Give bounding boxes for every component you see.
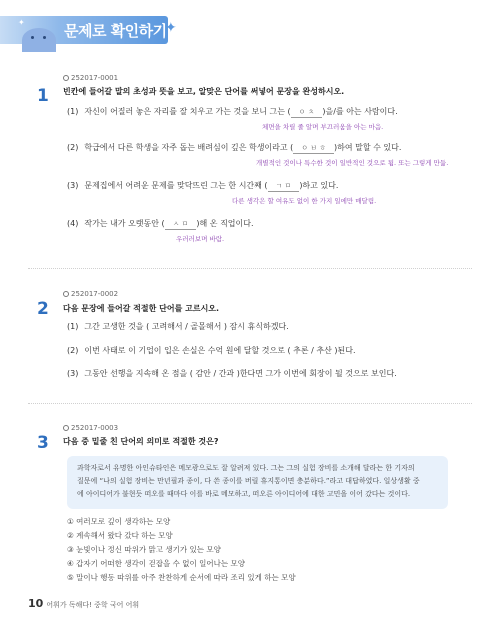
question-1-code: 252017-0001 <box>63 74 118 82</box>
q2-item-1: (1) 그간 고생한 것을 ( 고려해서 / 골몰해서 ) 잠시 휴식하겠다. <box>67 322 289 331</box>
code-icon <box>63 75 69 81</box>
mascot-icon <box>22 28 56 52</box>
question-3-code: 252017-0003 <box>63 424 118 432</box>
q1-item-4: (4) 작가는 내가 오랫동안 ( ㅅ ㅁ )해 온 직업이다. <box>67 219 254 228</box>
passage-line: 질문에 “나의 실험 장비는 만년필과 종이, 다 쓴 종이를 버릴 휴지통이면 충분하다.”라고 대답하였다. 일상생활 중 <box>77 477 420 485</box>
section-header <box>0 4 175 50</box>
q1-item-1: (1) 자신이 어질러 놓은 자리를 잘 치우고 가는 것을 보니 그는 ( ㅇ ㅊ )을/를 아는 사람이다. <box>67 107 398 116</box>
q2-item-3: (3) 그동안 선행을 지속해 온 점을 ( 감안 / 간과 )한다면 그가 이번에 회장이 될 것으로 보인다. <box>67 369 397 378</box>
q1-hint-1: 체면을 차릴 줄 알며 부끄러움을 아는 마음. <box>262 123 384 131</box>
section-title: 문제로 확인하기 <box>64 22 167 40</box>
question-2-code: 252017-0002 <box>63 290 118 298</box>
q1-item-2: (2) 학급에서 다른 학생을 자주 돕는 배려심이 깊은 학생이라고 ( ㅇ ㅂ ㅎ )하여 말할 수 있다. <box>67 143 402 152</box>
q1-item-3: (3) 문제집에서 어려운 문제를 맞닥뜨린 그는 한 시간째 ( ㄱ ㅁ )하고 있다. <box>67 181 339 190</box>
question-1-number: 1 <box>37 86 49 106</box>
divider <box>28 268 472 269</box>
page-footer <box>28 597 139 610</box>
passage-line: 과학자로서 유명한 아인슈타인은 메모광으로도 잘 알려져 있다. 그는 그의 실험 장비를 소개해 달라는 한 기자의 <box>77 464 415 472</box>
choice-1[interactable]: ① 여러모로 깊이 생각하는 모양 <box>67 517 171 526</box>
divider <box>28 403 472 404</box>
choice-3[interactable]: ③ 눈빛이나 정신 따위가 맑고 생기가 있는 모양 <box>67 545 221 554</box>
answer-blank[interactable]: ㅅ ㅁ <box>165 219 197 230</box>
q1-hint-2: 개별적인 것이나 특수한 것이 일반적인 것으로 됨. 또는 그렇게 만듦. <box>256 159 449 167</box>
star-icon: ✦ <box>165 20 177 36</box>
choice-2[interactable]: ② 계속해서 왔다 갔다 하는 모양 <box>67 531 173 540</box>
question-1-title: 빈칸에 들어갈 말의 초성과 뜻을 보고, 알맞은 단어를 써넣어 문장을 완성하시오. <box>63 87 345 96</box>
q2-item-2: (2) 이번 사태로 이 기업이 입은 손실은 수억 원에 달할 것으로 ( 추론 / 추산 )된다. <box>67 346 356 355</box>
question-2-number: 2 <box>37 299 49 319</box>
answer-blank[interactable]: ㅇ ㅂ ㅎ <box>293 143 334 154</box>
reading-passage <box>67 456 448 509</box>
page-number: 10 <box>28 597 44 610</box>
q1-hint-3: 다른 생각은 할 여유도 없이 한 가지 일에만 매달림. <box>232 197 377 205</box>
question-3-number: 3 <box>37 433 49 453</box>
question-3-title: 다음 중 밑줄 친 단어의 의미로 적절한 것은? <box>63 437 219 446</box>
answer-blank[interactable]: ㄱ ㅁ <box>268 181 300 192</box>
answer-blank[interactable]: ㅇ ㅊ <box>291 107 323 118</box>
choice-5[interactable]: ⑤ 말이나 행동 따위를 아주 찬찬하게 순서에 따라 조리 있게 하는 모양 <box>67 573 296 582</box>
code-icon <box>63 291 69 297</box>
passage-line: 에 아이디어가 불현듯 떠오를 때마다 이를 바로 메모하고, 떠오른 아이디어에 대한 고민을 이어 갔다는 것이다. <box>77 490 411 498</box>
book-title: 어휘가 독해다! 중학 국어 어휘 <box>46 601 140 609</box>
sparkle-icon: ✦ <box>18 18 25 27</box>
choice-4[interactable]: ④ 갑자기 어떠한 생각이 걷잡을 수 없이 일어나는 모양 <box>67 559 245 568</box>
question-2-title: 다음 문장에 들어갈 적절한 단어를 고르시오. <box>63 304 220 313</box>
q1-hint-4: 우러러보며 바람. <box>176 235 225 243</box>
code-icon <box>63 425 69 431</box>
